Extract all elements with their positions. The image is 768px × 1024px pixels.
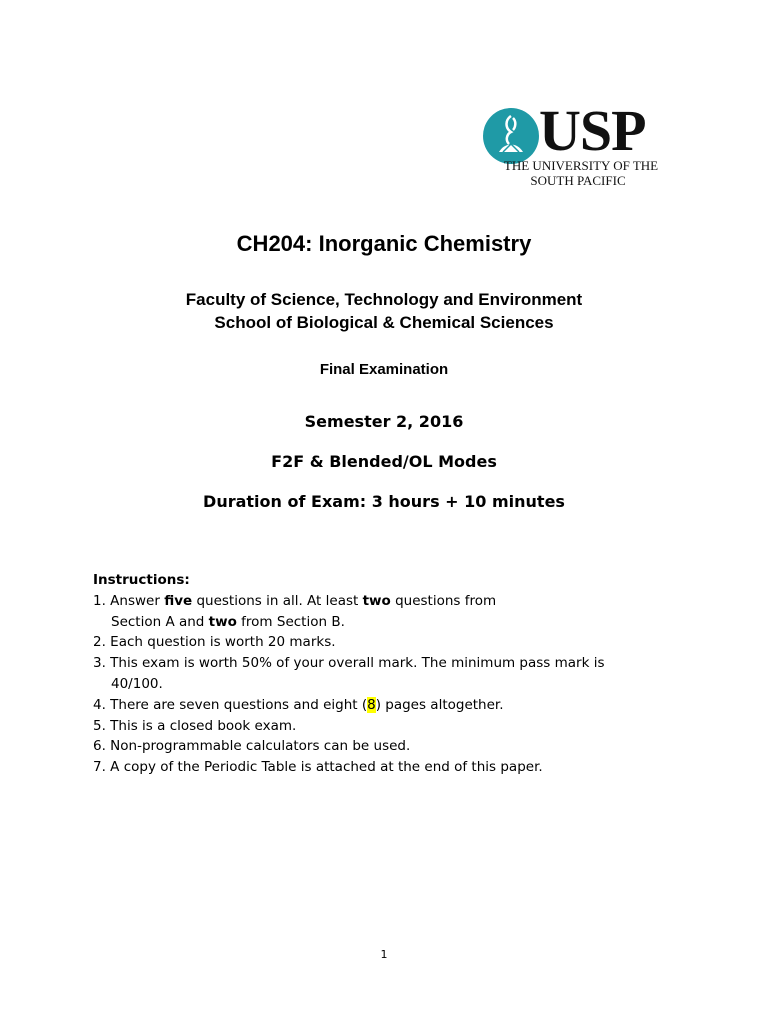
school-name: School of Biological & Chemical Sciences (214, 313, 554, 332)
instruction-item-3-cont: 40/100. (111, 675, 163, 692)
highlighted-page-count: 8 (367, 696, 376, 713)
instruction-item-1: 1. Answer five questions in all. At least two questions from (93, 592, 497, 609)
instruction-item-6: 6. Non-programmable calculators can be used. (93, 738, 411, 755)
course-title: CH204: Inorganic Chemistry (236, 231, 532, 256)
instruction-item-2: 2. Each question is worth 20 marks. (93, 634, 336, 651)
instruction-item-5: 5. This is a closed book exam. (93, 717, 297, 734)
faculty-block (0, 288, 768, 334)
university-name: THE UNIVERSITY OF THE SOUTH PACIFIC (503, 158, 659, 188)
faculty-name: Faculty of Science, Technology and Environment (185, 290, 583, 309)
semester: Semester 2, 2016 (304, 412, 464, 431)
instruction-item-1-cont: Section A and two from Section B. (111, 613, 345, 630)
instruction-item-4: 4. There are seven questions and eight (8) pages altogether. (93, 696, 504, 713)
page-number: 1 (380, 948, 388, 961)
usp-emblem-icon (483, 108, 539, 164)
instruction-item-3: 3. This exam is worth 50% of your overall mark. The minimum pass mark is (93, 655, 605, 672)
instructions-list (93, 570, 693, 778)
instruction-item-7: 7. A copy of the Periodic Table is attached at the end of this paper. (93, 759, 543, 776)
usp-logo-text: USP (539, 98, 646, 163)
usp-logo (483, 98, 673, 188)
instructions-heading: Instructions: (93, 572, 190, 588)
exam-type: Final Examination (319, 361, 449, 378)
exam-duration: Duration of Exam: 3 hours + 10 minutes (203, 492, 565, 511)
delivery-modes: F2F & Blended/OL Modes (271, 452, 497, 471)
